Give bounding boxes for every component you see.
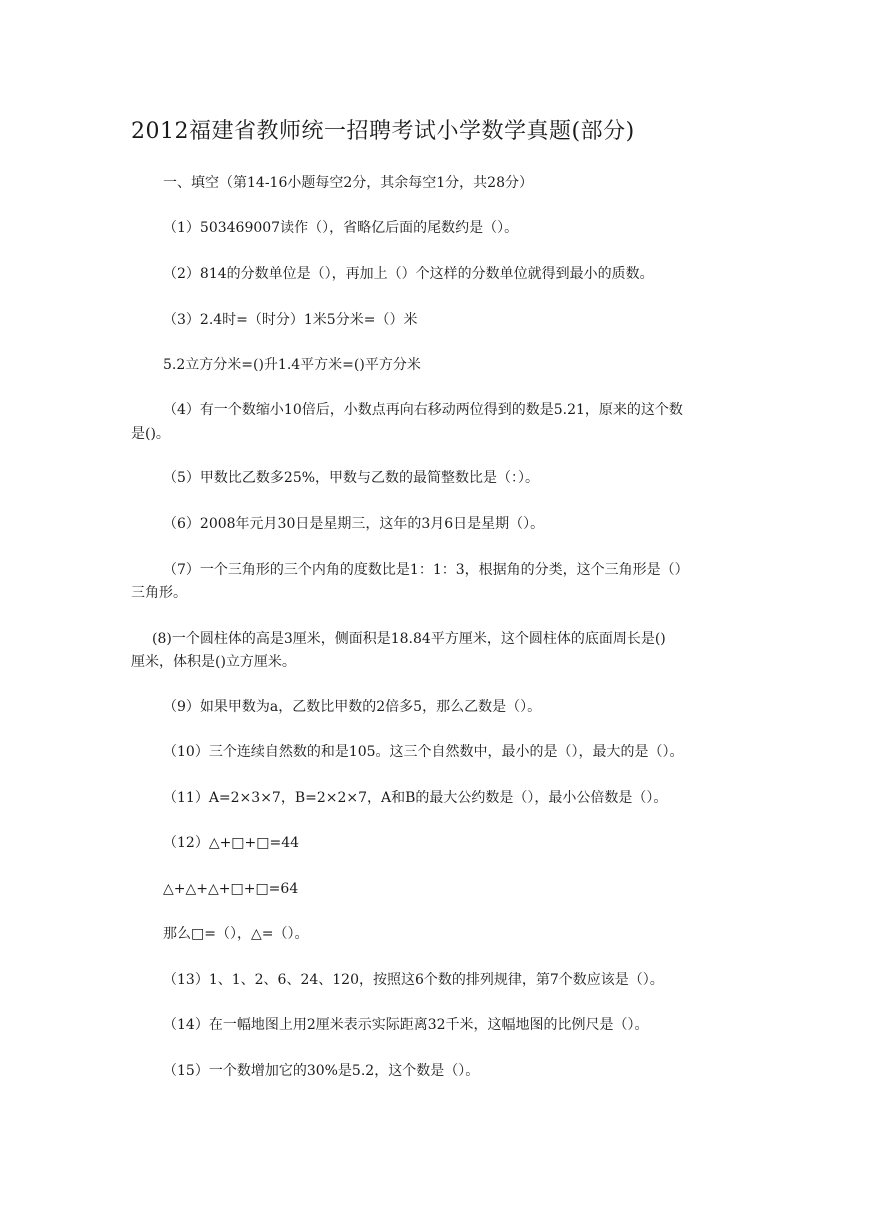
- question-8-line-2: 厘米，体积是()立方厘米。: [131, 654, 296, 670]
- question-2: （2）814的分数单位是（），再加上（）个这样的分数单位就得到最小的质数。: [163, 266, 654, 282]
- section-header: 一、填空（第14-16小题每空2分，其余每空1分，共28分）: [163, 175, 533, 191]
- question-13: （13）1、1、2、6、24、120，按照这6个数的排列规律，第7个数应该是（）。: [163, 972, 664, 988]
- question-12-line-1: （12）△+□+□=44: [163, 835, 300, 851]
- page-title: 2012福建省教师统一招聘考试小学数学真题(部分): [131, 119, 635, 144]
- question-7-line-1: （7）一个三角形的三个内角的度数比是1：1：3，根据角的分类，这个三角形是（）: [163, 562, 689, 578]
- question-12-line-2: △+△+△+□+□=64: [163, 881, 299, 897]
- question-14: （14）在一幅地图上用2厘米表示实际距离32千米，这幅地图的比例尺是（）。: [163, 1017, 649, 1033]
- question-3-line-1: （3）2.4时=（时分）1米5分米=（）米: [163, 312, 418, 328]
- question-15: （15）一个数增加它的30%是5.2，这个数是（）。: [163, 1063, 480, 1079]
- question-12-line-3: 那么□=（），△=（）。: [163, 926, 309, 942]
- question-1: （1）503469007读作（），省略亿后面的尾数约是（）。: [163, 220, 519, 236]
- question-9: （9）如果甲数为a，乙数比甲数的2倍多5，那么乙数是（）。: [163, 699, 542, 715]
- question-11: （11）A=2×3×7，B=2×2×7，A和B的最大公约数是（），最小公倍数是（）。: [163, 790, 668, 806]
- question-5: （5）甲数比乙数多25%，甲数与乙数的最简整数比是（：）。: [163, 470, 540, 486]
- question-6: （6）2008年元月30日是星期三，这年的3月6日是星期（）。: [163, 516, 545, 532]
- question-10: （10）三个连续自然数的和是105。这三个自然数中，最小的是（），最大的是（）。: [163, 744, 684, 760]
- question-3-line-2: 5.2立方分米=()升1.4平方米=()平方分米: [163, 357, 421, 373]
- question-4-line-2: 是()。: [131, 426, 170, 442]
- question-7-line-2: 三角形。: [131, 585, 187, 601]
- question-4-line-1: （4）有一个数缩小10倍后，小数点再向右移动两位得到的数是5.21，原来的这个数: [163, 402, 683, 418]
- question-8-line-1: (8)一个圆柱体的高是3厘米，侧面积是18.84平方厘米，这个圆柱体的底面周长是(): [152, 631, 666, 647]
